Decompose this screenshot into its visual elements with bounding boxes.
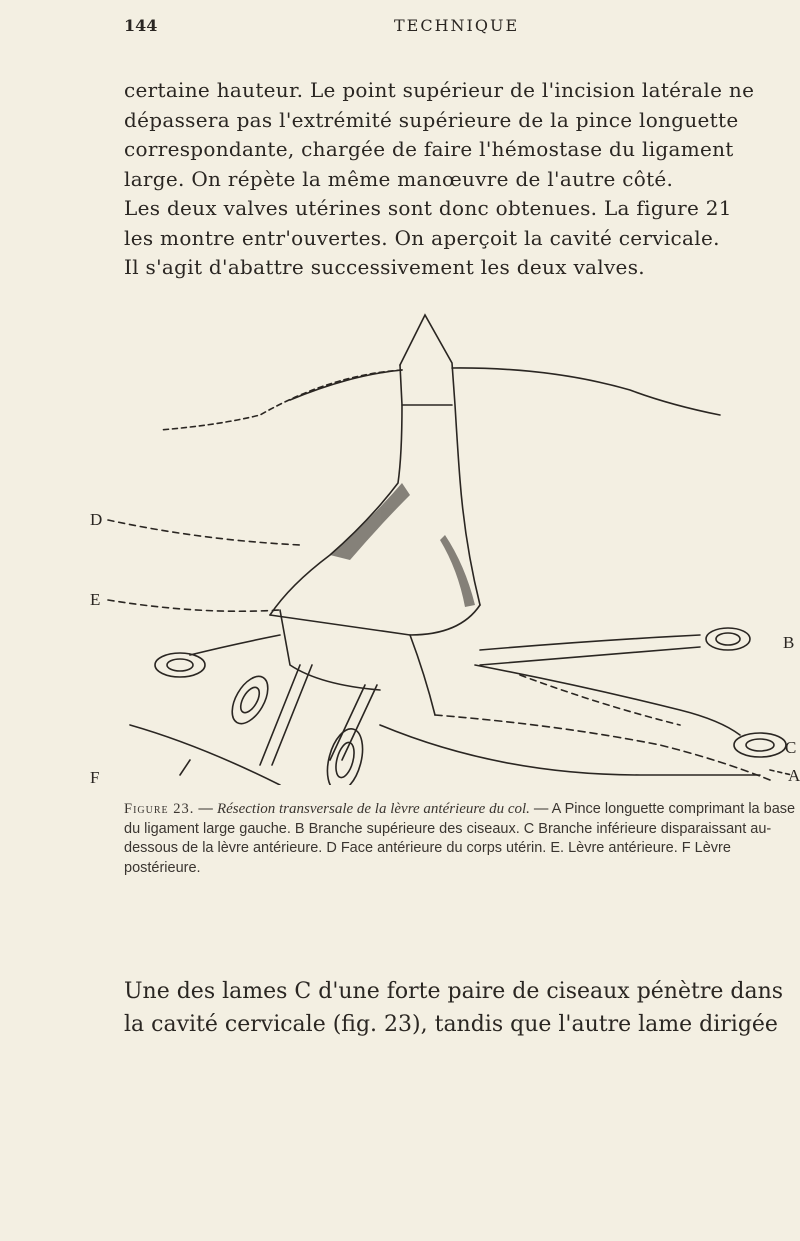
clamp-left-upper: [190, 635, 280, 655]
scissors-blade-b: [475, 665, 740, 735]
running-head: TECHNIQUE: [394, 16, 520, 35]
scissors-blade-c: [435, 715, 770, 780]
text-line: les montre entr'ouvertes. On aperçoit la cavité cervicale.: [124, 225, 720, 250]
figure-23: [80, 305, 800, 785]
hidden-edge: [520, 675, 680, 725]
text-line: la cavité cervicale (fig. 23), tandis que l'autre lame dirigée: [124, 1012, 778, 1037]
text-line: Une des lames C d'une forte paire de ciseaux pénètre dans: [124, 979, 784, 1004]
body-paragraph: [124, 76, 800, 283]
posterior-lip: [130, 725, 280, 785]
label-c: C: [785, 738, 797, 757]
figure-caption: [124, 800, 800, 878]
clamp-a-upper: [480, 635, 700, 650]
shaft-left-2: [272, 665, 312, 765]
caption-label: Figure 23.: [124, 801, 195, 817]
cervix-inner: [410, 635, 435, 715]
clamp-a-ring-inner: [716, 633, 740, 645]
ligament-line-right: [452, 368, 720, 415]
uterine-body-outline-left: [270, 365, 402, 615]
text-line: certaine hauteur. Le point supérieur de l'incision latérale ne: [124, 78, 755, 102]
label-b: B: [783, 633, 795, 652]
ligament-line-left-solid: [290, 370, 402, 400]
page-number: 144: [124, 16, 158, 35]
clamp-a-lower: [480, 647, 700, 665]
posterior-lip-right: [380, 725, 760, 775]
shading: [330, 483, 475, 607]
clamp-left-ring-1: [155, 653, 205, 677]
line-to-f: [180, 760, 190, 775]
anterior-lip: [270, 605, 480, 635]
label-e: E: [90, 590, 101, 609]
label-d: D: [90, 510, 103, 529]
scissors-ring-b: [734, 733, 786, 757]
clamp-a-ring: [706, 628, 750, 650]
caption-title: Résection transversale de la lèvre antérieure du col.: [216, 801, 530, 817]
page-header: [124, 16, 800, 46]
caption-dash: —: [194, 801, 217, 817]
surgical-illustration: [80, 305, 800, 785]
dashed-line-d: [108, 520, 300, 545]
text-line: correspondante, chargée de faire l'hémostase du ligament: [124, 137, 734, 161]
text-line: Les deux valves utérines sont donc obtenues. La figure 21: [124, 196, 732, 220]
text-line: large. On répète la même manœuvre de l'autre côté.: [124, 166, 674, 191]
clamp-left-ring-2: [225, 670, 275, 729]
uterine-body-outline: [400, 315, 480, 605]
clamp-left-ring-1-inner: [167, 659, 193, 671]
label-f: F: [90, 768, 100, 785]
text-line: Il s'agit d'abattre successivement les deux valves.: [124, 255, 645, 279]
text-line: dépassera pas l'extrémité supérieure de la pince longuette: [124, 107, 739, 132]
caption-text: — A Pince longuette comprimant la base du ligament large gauche. B Branche supérieure des ciseaux. C Branche inférieure disparaissant au-dessous de la lèvre antérieure. D Face antérieure du corps utérin. E. Lèvre antérieure. F Lèvre postérieure.: [124, 801, 796, 876]
label-a: A: [788, 766, 800, 785]
ligament-line-left: [160, 370, 402, 430]
dashed-line-e: [108, 600, 280, 611]
scissors-ring-b-inner: [746, 739, 774, 751]
closing-paragraph: [124, 975, 800, 1041]
